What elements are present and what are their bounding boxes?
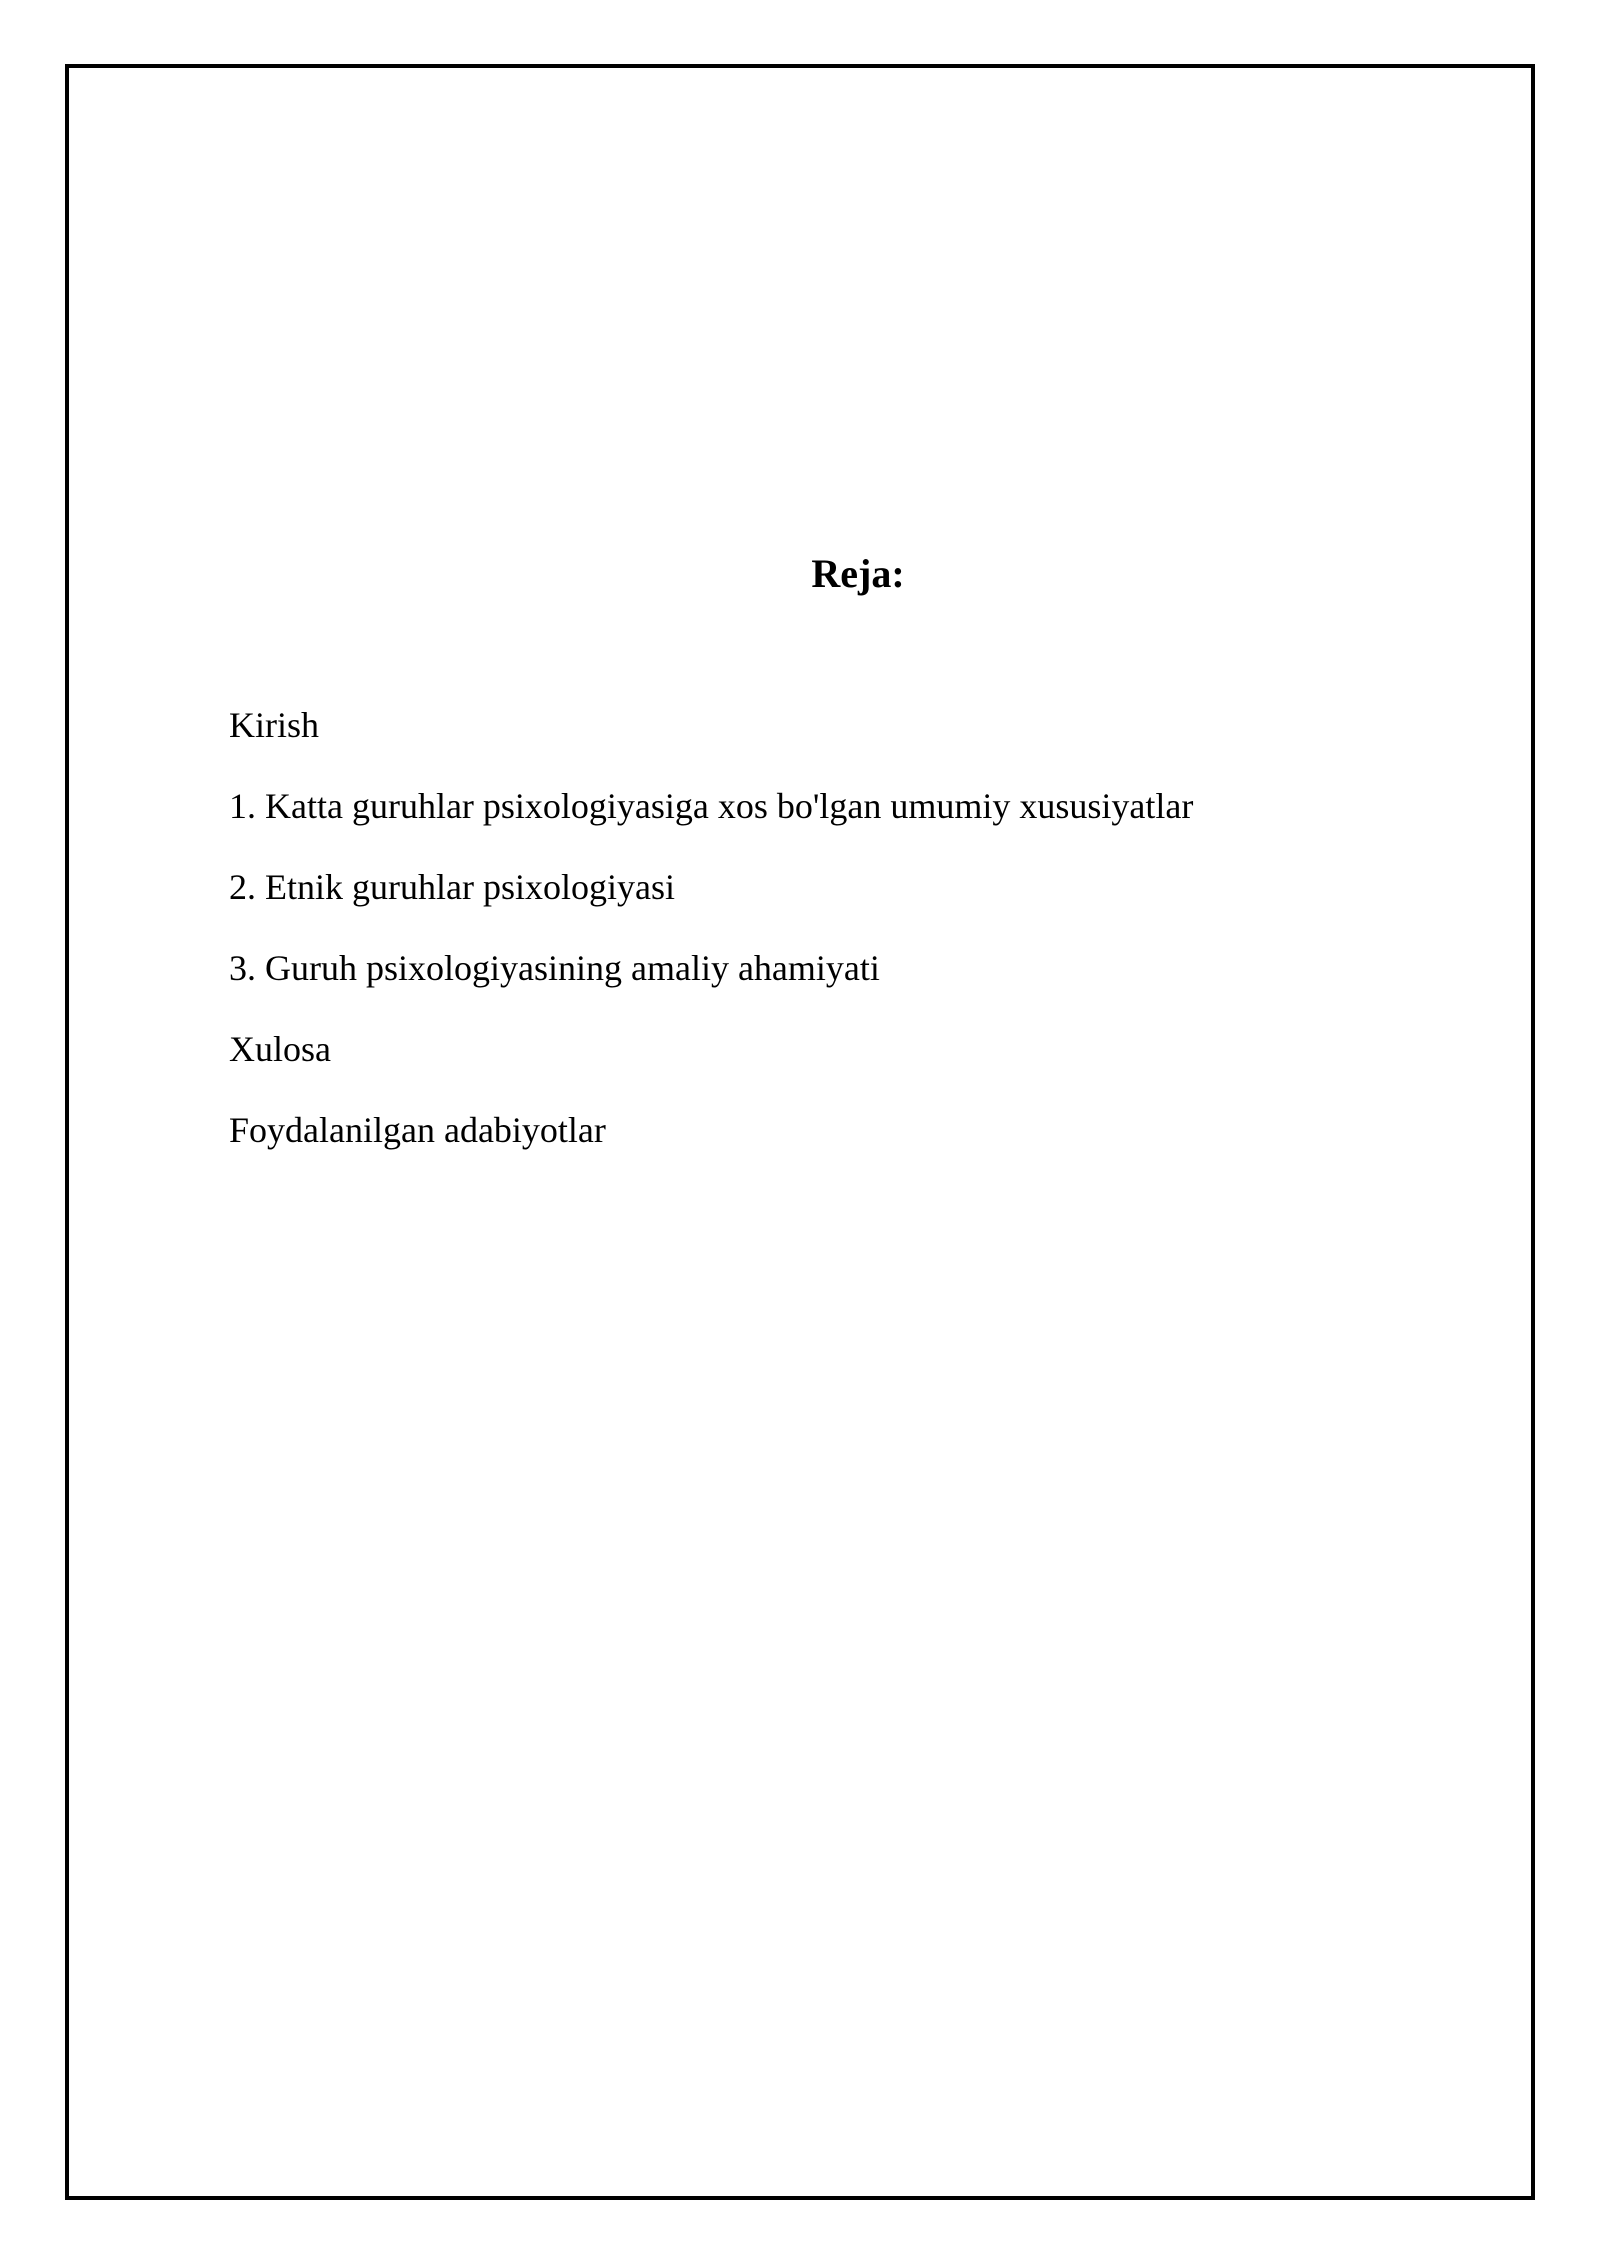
plan-item-introduction: Kirish: [229, 705, 319, 745]
plan-item-section-3: 3. Guruh psixologiyasining amaliy ahamiyati: [229, 948, 880, 988]
plan-item-references: Foydalanilgan adabiyotlar: [229, 1110, 606, 1150]
plan-item-section-1: 1. Katta guruhlar psixologiyasiga xos bo'lgan umumiy xususiyatlar: [229, 786, 1194, 826]
plan-item-section-2: 2. Etnik guruhlar psixologiyasi: [229, 867, 675, 907]
plan-item-conclusion: Xulosa: [229, 1029, 331, 1069]
page-title: Reja:: [811, 551, 905, 596]
plan-list: [229, 701, 1193, 1187]
